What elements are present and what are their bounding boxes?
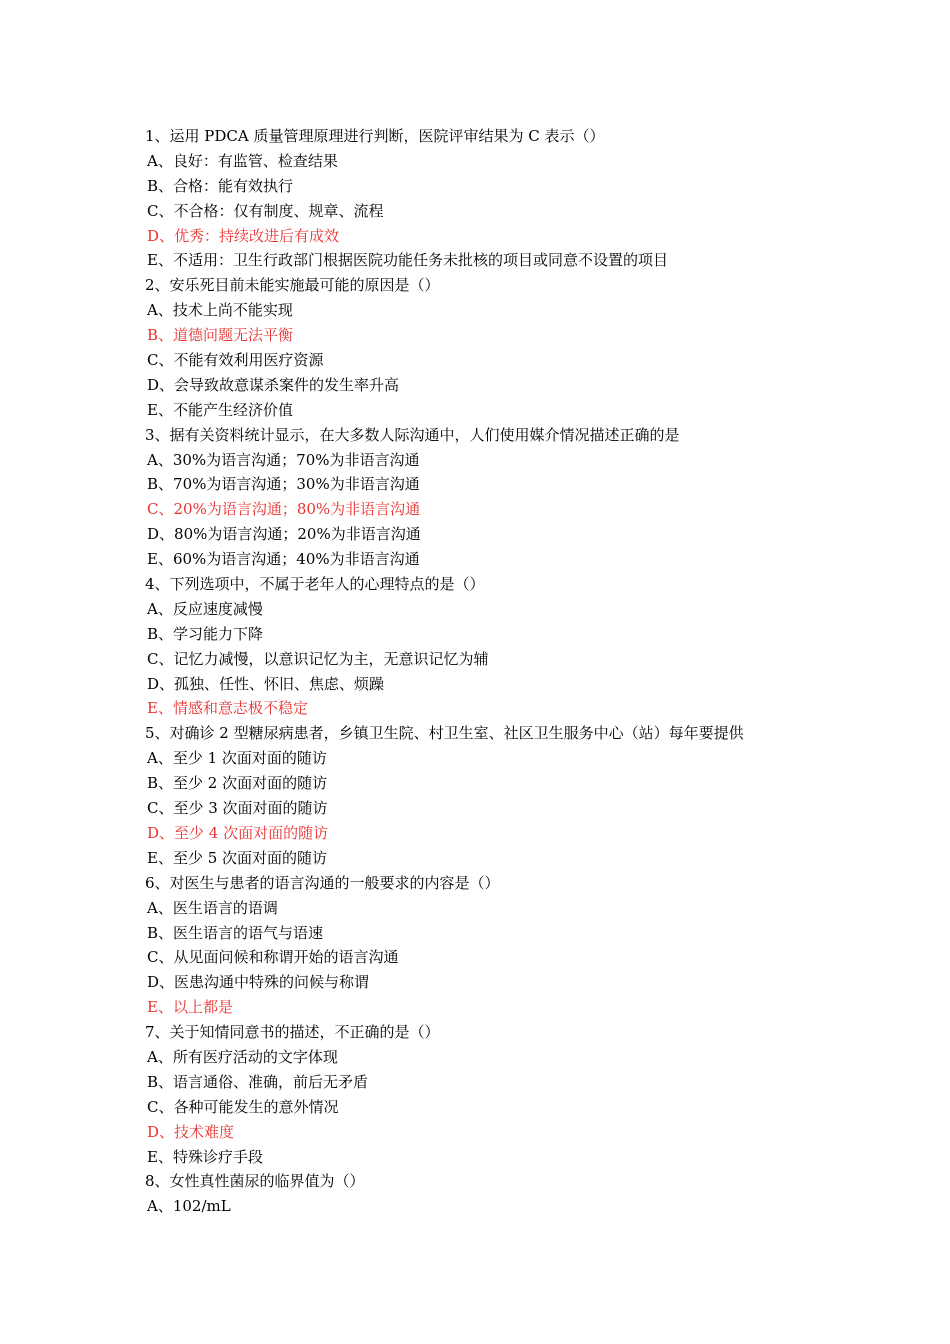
correct-answer-option: D、优秀：持续改进后有成效 [147, 226, 340, 245]
question-text: 3、据有关资料统计显示，在大多数人际沟通中，人们使用媒介情况描述正确的是 [145, 425, 680, 444]
answer-option: C、从见面问候和称谓开始的语言沟通 [147, 948, 399, 967]
answer-option: D、孤独、任性、怀旧、焦虑、烦躁 [147, 674, 385, 693]
answer-option: B、语言通俗、准确，前后无矛盾 [147, 1072, 369, 1091]
answer-option: C、不合格：仅有制度、规章、流程 [147, 201, 384, 220]
answer-option: E、至少 5 次面对面的随访 [147, 848, 328, 867]
correct-answer-option: E、以上都是 [147, 998, 233, 1017]
answer-option: E、不适用：卫生行政部门根据医院功能任务未批核的项目或同意不设置的项目 [147, 251, 668, 270]
answer-option: D、会导致故意谋杀案件的发生率升高 [147, 375, 400, 394]
answer-option: B、合格：能有效执行 [147, 176, 294, 195]
correct-answer-option: B、道德问题无法平衡 [147, 326, 294, 345]
answer-option: C、不能有效利用医疗资源 [147, 351, 324, 370]
question-text: 4、下列选项中，不属于老年人的心理特点的是（） [145, 575, 485, 594]
question-text: 7、关于知情同意书的描述，不正确的是（） [145, 1023, 440, 1042]
answer-option: B、医生语言的语气与语速 [147, 923, 324, 942]
correct-answer-option: C、20%为语言沟通；80%为非语言沟通 [147, 500, 421, 519]
answer-option: A、医生语言的语调 [147, 898, 278, 917]
answer-option: B、70%为语言沟通；30%为非语言沟通 [147, 475, 420, 494]
answer-option: D、80%为语言沟通；20%为非语言沟通 [147, 525, 421, 544]
correct-answer-option: D、至少 4 次面对面的随访 [147, 823, 329, 842]
answer-option: A、102/mL [147, 1197, 231, 1216]
question-text: 6、对医生与患者的语言沟通的一般要求的内容是（） [145, 873, 500, 892]
answer-option: E、60%为语言沟通；40%为非语言沟通 [147, 550, 420, 569]
correct-answer-option: E、情感和意志极不稳定 [147, 699, 308, 718]
answer-option: E、特殊诊疗手段 [147, 1147, 263, 1166]
answer-option: C、至少 3 次面对面的随访 [147, 799, 328, 818]
question-text: 1、运用 PDCA 质量管理原理进行判断，医院评审结果为 C 表示（） [145, 127, 605, 145]
answer-option: E、不能产生经济价值 [147, 400, 293, 419]
answer-option: D、医患沟通中特殊的问候与称谓 [147, 973, 370, 992]
question-list [145, 124, 935, 1219]
question-text: 5、对确诊 2 型糖尿病患者，乡镇卫生院、村卫生室、社区卫生服务中心（站）每年要提供 [145, 724, 744, 743]
question-text: 2、安乐死目前未能实施最可能的原因是（） [145, 276, 440, 295]
answer-option: A、至少 1 次面对面的随访 [147, 749, 327, 768]
answer-option: B、学习能力下降 [147, 624, 264, 643]
answer-option: A、30%为语言沟通；70%为非语言沟通 [147, 450, 420, 469]
answer-option: A、良好：有监管、检查结果 [147, 151, 338, 170]
answer-option: B、至少 2 次面对面的随访 [147, 774, 328, 793]
answer-option: A、技术上尚不能实现 [147, 301, 293, 320]
question-text: 8、女性真性菌尿的临界值为（） [145, 1172, 365, 1191]
answer-option: C、各种可能发生的意外情况 [147, 1097, 339, 1116]
correct-answer-option: D、技术难度 [147, 1122, 235, 1141]
answer-option: A、反应速度减慢 [147, 599, 263, 618]
answer-option: A、所有医疗活动的文字体现 [147, 1047, 338, 1066]
answer-option: C、记忆力减慢，以意识记忆为主，无意识记忆为辅 [147, 649, 489, 668]
